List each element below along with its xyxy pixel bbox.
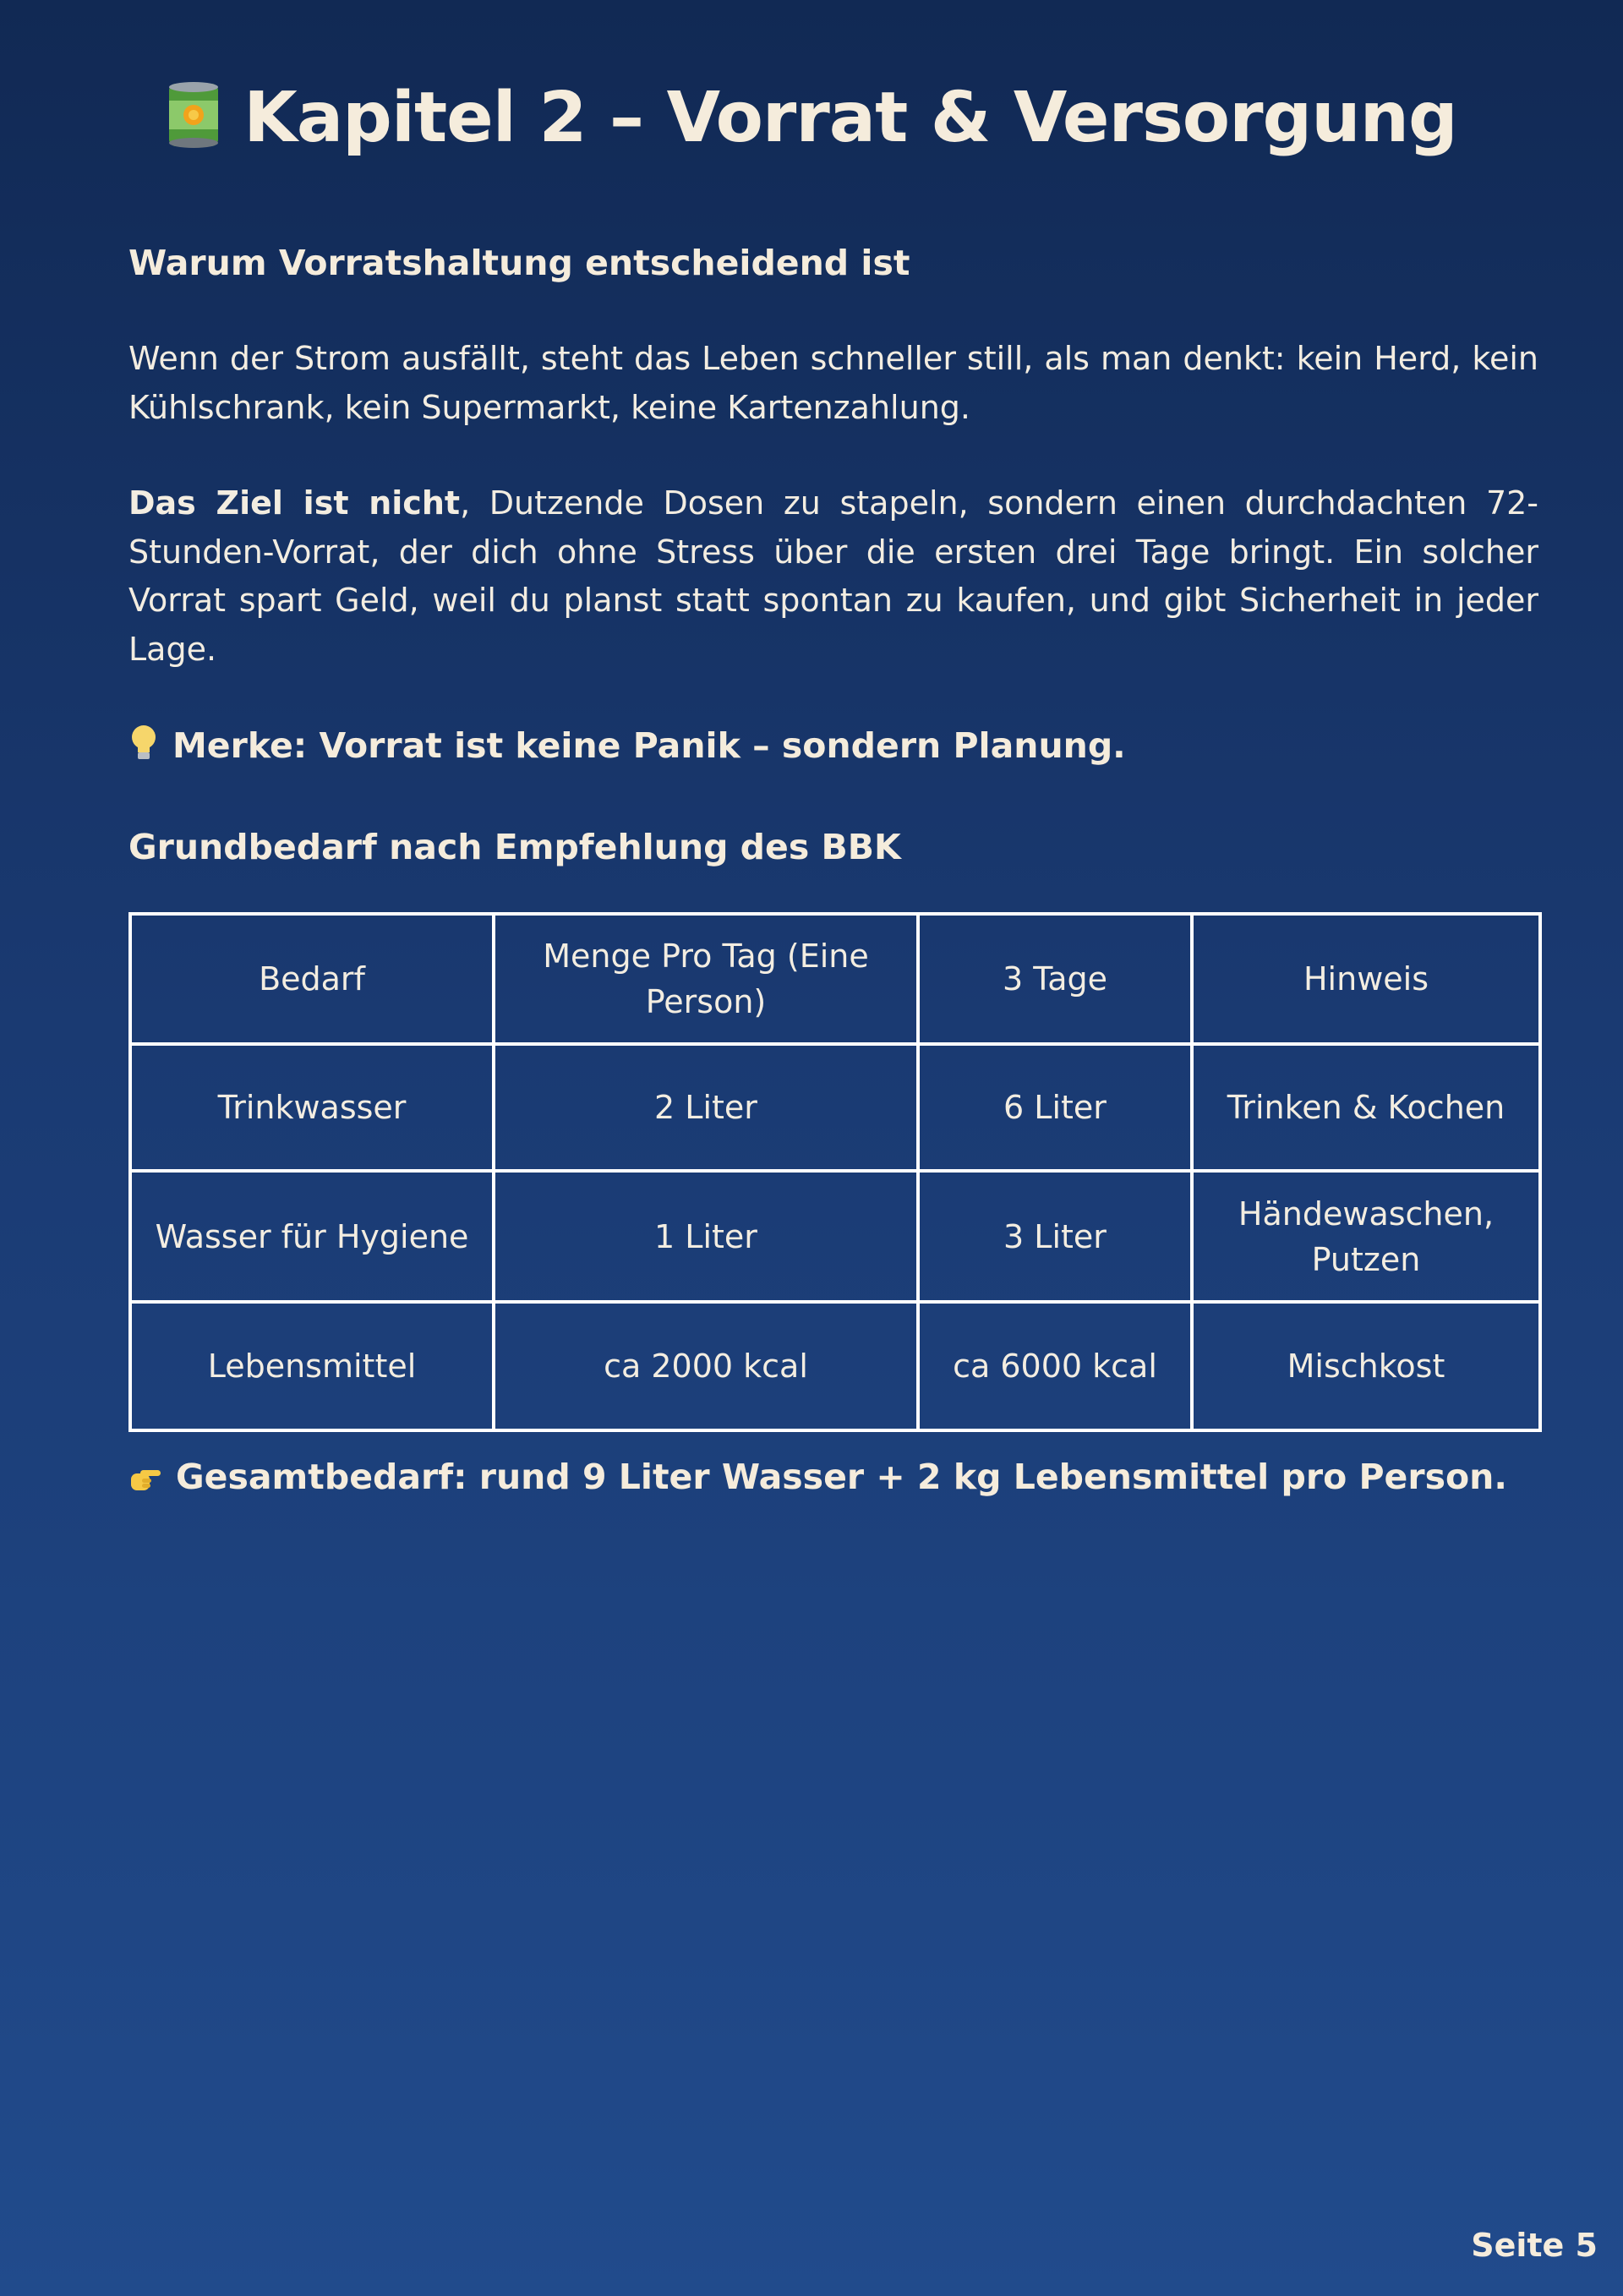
table-row [130, 1044, 1540, 1171]
tip-text: Merke: Vorrat ist keine Panik – sondern Planung. [172, 725, 1126, 766]
table-row [130, 1302, 1540, 1430]
table-cell: Trinken & Kochen [1192, 1044, 1540, 1171]
goal-paragraph-text: , Dutzende Dosen zu stapeln, sondern einen durchdachten 72-Stunden-Vorrat, der dich ohne Stress über die ersten drei Tage bringt. Ein solcher Vorrat spart Geld, weil du planst statt spontan zu kaufen, und gibt Sicherheit in jeder Lage. [128, 484, 1539, 668]
table-cell: 1 Liter [494, 1171, 918, 1302]
column-header: Bedarf [130, 914, 494, 1044]
table-cell: Mischkost [1192, 1302, 1540, 1430]
chapter-content [128, 238, 1538, 1506]
table-header-row [130, 914, 1540, 1044]
summary-callout [128, 1452, 1538, 1506]
table-cell: Trinkwasser [130, 1044, 494, 1171]
canned-food-icon [166, 80, 221, 167]
needs-table [128, 912, 1542, 1432]
table-cell: 2 Liter [494, 1044, 918, 1171]
table-cell: 3 Liter [918, 1171, 1192, 1302]
light-bulb-icon [128, 724, 159, 775]
goal-paragraph-emphasis: Das Ziel ist nicht [128, 484, 461, 522]
table-cell: 6 Liter [918, 1044, 1192, 1171]
table-cell: Händewaschen, Putzen [1192, 1171, 1540, 1302]
table-row [130, 1171, 1540, 1302]
table-cell: ca 6000 kcal [918, 1302, 1192, 1430]
section-heading-needs: Grundbedarf nach Empfehlung des BBK [128, 827, 901, 867]
table-cell: Wasser für Hygiene [130, 1171, 494, 1302]
page-title [0, 78, 1623, 167]
goal-paragraph [128, 479, 1538, 674]
table-cell: Lebensmittel [130, 1302, 494, 1430]
section-heading-why: Warum Vorratshaltung entscheidend ist [128, 243, 910, 283]
page-number: Seite 5 [1471, 2227, 1598, 2264]
table-cell: ca 2000 kcal [494, 1302, 918, 1430]
intro-paragraph: Wenn der Strom ausfällt, steht das Leben schneller still, als man denkt: kein Herd, kein Kühlschrank, kein Supermarkt, keine Kartenzahlung. [128, 340, 1538, 426]
pointing-hand-icon [128, 1457, 162, 1506]
column-header: 3 Tage [918, 914, 1192, 1044]
column-header: Menge Pro Tag (Eine Person) [494, 914, 918, 1044]
column-header: Hinweis [1192, 914, 1540, 1044]
summary-text: Gesamtbedarf: rund 9 Liter Wasser + 2 kg Lebensmittel pro Person. [176, 1457, 1507, 1497]
tip-callout [128, 721, 1538, 775]
page-title-text: Kapitel 2 – Vorrat & Versorgung [243, 78, 1457, 158]
